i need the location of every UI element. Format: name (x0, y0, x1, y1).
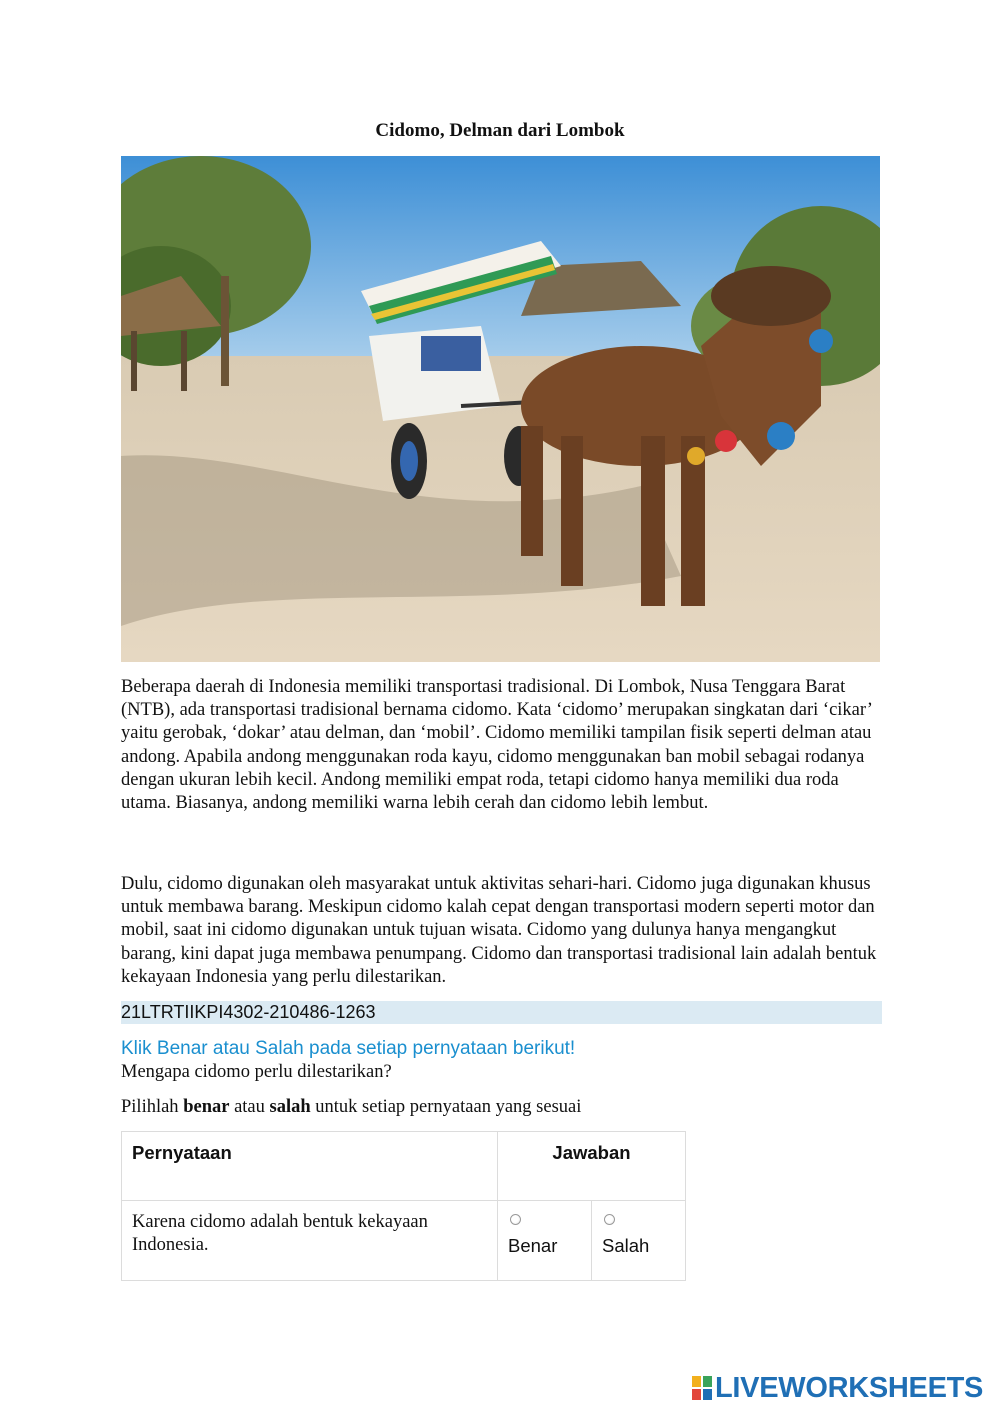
choose-instruction (121, 1097, 581, 1118)
radio-salah[interactable] (604, 1214, 615, 1225)
document-title: Cidomo, Delman dari Lombok (375, 120, 625, 141)
choose-suffix: untuk setiap pernyataan yang sesuai (310, 1097, 582, 1117)
statement-cell: Karena cidomo adalah bentuk kekayaan Indonesia. (122, 1201, 498, 1281)
option-salah[interactable] (592, 1201, 686, 1281)
header-statement: Pernyataan (122, 1132, 498, 1201)
choose-mid: atau (229, 1097, 270, 1117)
liveworksheets-logo (692, 1373, 983, 1403)
instruction-text: Klik Benar atau Salah pada setiap pernyataan berikut! (121, 1038, 576, 1059)
choose-prefix: Pilihlah (121, 1097, 184, 1117)
liveworksheets-icon (692, 1376, 712, 1400)
paragraph-2: Dulu, cidomo digunakan oleh masyarakat untuk aktivitas sehari-hari. Cidomo juga digunakan khusus untuk membawa barang. Meskipun cidomo kalah cepat dengan transportasi modern seperti motor dan mobil, saat ini cidomo digunakan untuk tujuan wisata. Cidomo yang dulunya hanya mengangkut barang, kini dapat juga membawa penumpang. Cidomo dan transportasi tradisional lain adalah bentuk kekayaan Indonesia yang perlu dilestarikan. (121, 874, 877, 987)
option-salah-label: Salah (602, 1235, 650, 1256)
choose-benar: benar (183, 1097, 230, 1117)
logo-text: LIVEWORKSHEETS (715, 1371, 984, 1404)
answer-table (121, 1131, 686, 1281)
radio-benar[interactable] (510, 1214, 521, 1225)
paragraph-1: Beberapa daerah di Indonesia memiliki transportasi tradisional. Di Lombok, Nusa Tenggara Barat (NTB), ada transportasi tradisional bernama cidomo. Kata ‘cidomo’ merupakan singkatan dari ‘cikar’ yaitu gerobak, ‘dokar’ atau delman, dan ‘mobil’. Cidomo memiliki tampilan fisik seperti delman atau andong. Apabila andong menggunakan roda kayu, cidomo menggunakan ban mobil sebagai rodanya dengan ukuran lebih kecil. Andong memiliki empat roda, tetapi cidomo hanya memiliki dua roda utama. Biasanya, andong memiliki warna lebih cerah dan cidomo lebih lembut. (121, 677, 872, 814)
option-benar[interactable] (498, 1201, 592, 1281)
exercise-code-bar: 21LTRTIIKPI4302-210486-1263 (121, 1001, 882, 1024)
choose-salah: salah (269, 1097, 311, 1117)
option-benar-label: Benar (508, 1235, 558, 1256)
cidomo-photo (121, 156, 880, 662)
question-text: Mengapa cidomo perlu dilestarikan? (121, 1062, 392, 1082)
table-row (122, 1201, 686, 1281)
answer-table-header (122, 1132, 686, 1201)
header-answer: Jawaban (498, 1132, 686, 1201)
